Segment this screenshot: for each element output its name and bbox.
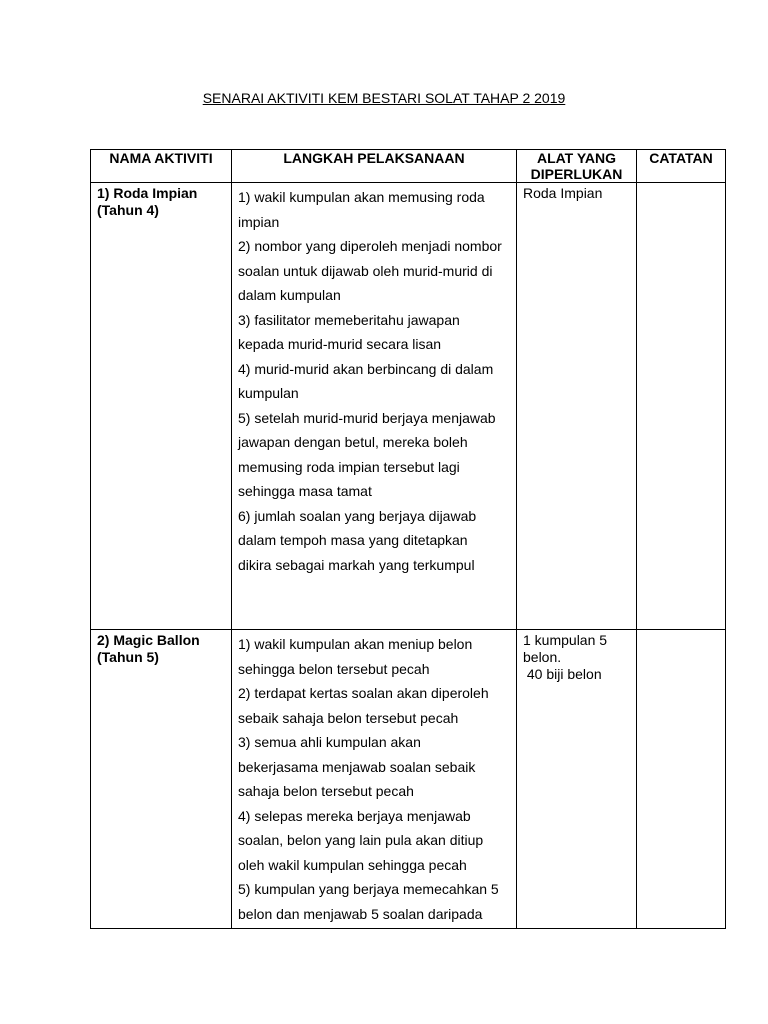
notes-cell <box>637 630 726 929</box>
table-row <box>91 183 726 630</box>
step-line: 1) wakil kumpulan akan memusing roda <box>238 189 485 205</box>
header-nama-aktiviti: NAMA AKTIVITI <box>91 150 232 183</box>
table-row <box>91 630 726 929</box>
step-line: 4) selepas mereka berjaya menjawab <box>238 807 471 824</box>
header-langkah-pelaksanaan: LANGKAH PELAKSANAAN <box>232 150 517 183</box>
step-line: sahaja belon tersebut pecah <box>238 783 414 799</box>
step-line: sehingga belon tersebut pecah <box>238 660 430 677</box>
activity-year-line: (Tahun 4) <box>97 202 159 218</box>
step-line: bekerjasama menjawab soalan sebaik <box>238 758 476 775</box>
step-line: sehingga masa tamat <box>238 483 372 499</box>
tools-cell <box>517 630 637 929</box>
activity-table <box>90 149 726 929</box>
tool-line: 1 kumpulan 5 <box>523 632 608 648</box>
steps-cell <box>232 183 517 630</box>
steps-cell <box>232 630 517 929</box>
step-line: kepada murid-murid secara lisan <box>238 336 442 352</box>
activity-year-line: (Tahun 5) <box>97 649 159 665</box>
tool-line: 40 biji belon <box>523 666 602 682</box>
notes-cell <box>637 183 726 630</box>
table-header-row <box>91 150 726 183</box>
activity-name-line: 2) Magic Ballon <box>97 632 200 648</box>
tools-cell <box>517 183 637 630</box>
step-line: 2) terdapat kertas soalan akan diperoleh <box>238 685 489 701</box>
tool-line: belon. <box>523 649 562 665</box>
step-line: 4) murid-murid akan berbincang di dalam <box>238 360 494 377</box>
step-line: 5) kumpulan yang berjaya memecahkan 5 <box>238 881 499 897</box>
step-line: kumpulan <box>238 385 299 401</box>
step-line: dalam kumpulan <box>238 287 341 303</box>
activity-name-line: 1) Roda Impian <box>97 185 198 201</box>
header-catatan: CATATAN <box>637 150 726 183</box>
step-line: 3) semua ahli kumpulan akan <box>238 734 421 750</box>
step-line: soalan untuk dijawab oleh murid-murid di <box>238 262 493 279</box>
step-line: memusing roda impian tersebut lagi <box>238 458 460 475</box>
step-line: oleh wakil kumpulan sehingga pecah <box>238 856 467 873</box>
step-line: jawapan dengan betul, mereka boleh <box>238 434 468 450</box>
step-line: soalan, belon yang lain pula akan ditiup <box>238 832 484 848</box>
step-line: sebaik sahaja belon tersebut pecah <box>238 709 459 726</box>
step-line: impian <box>238 213 280 230</box>
step-line: 1) wakil kumpulan akan meniup belon <box>238 636 473 652</box>
page-title: SENARAI AKTIVITI KEM BESTARI SOLAT TAHAP 2 2019 <box>202 90 566 106</box>
step-line: dikira sebagai markah yang terkumpul <box>238 556 475 573</box>
step-line: 5) setelah murid-murid berjaya menjawab <box>238 409 496 426</box>
activity-name-cell <box>91 183 232 630</box>
step-line: 6) jumlah soalan yang berjaya dijawab <box>238 507 477 524</box>
header-alat-diperlukan: ALAT YANG DIPERLUKAN <box>517 150 637 183</box>
tool-line: Roda Impian <box>523 185 603 201</box>
step-line: dalam tempoh masa yang ditetapkan <box>238 532 468 548</box>
step-line: 3) fasilitator memeberitahu jawapan <box>238 311 460 328</box>
activity-name-cell <box>91 630 232 929</box>
step-line: 2) nombor yang diperoleh menjadi nombor <box>238 238 502 254</box>
step-line: belon dan menjawab 5 soalan daripada <box>238 905 483 922</box>
